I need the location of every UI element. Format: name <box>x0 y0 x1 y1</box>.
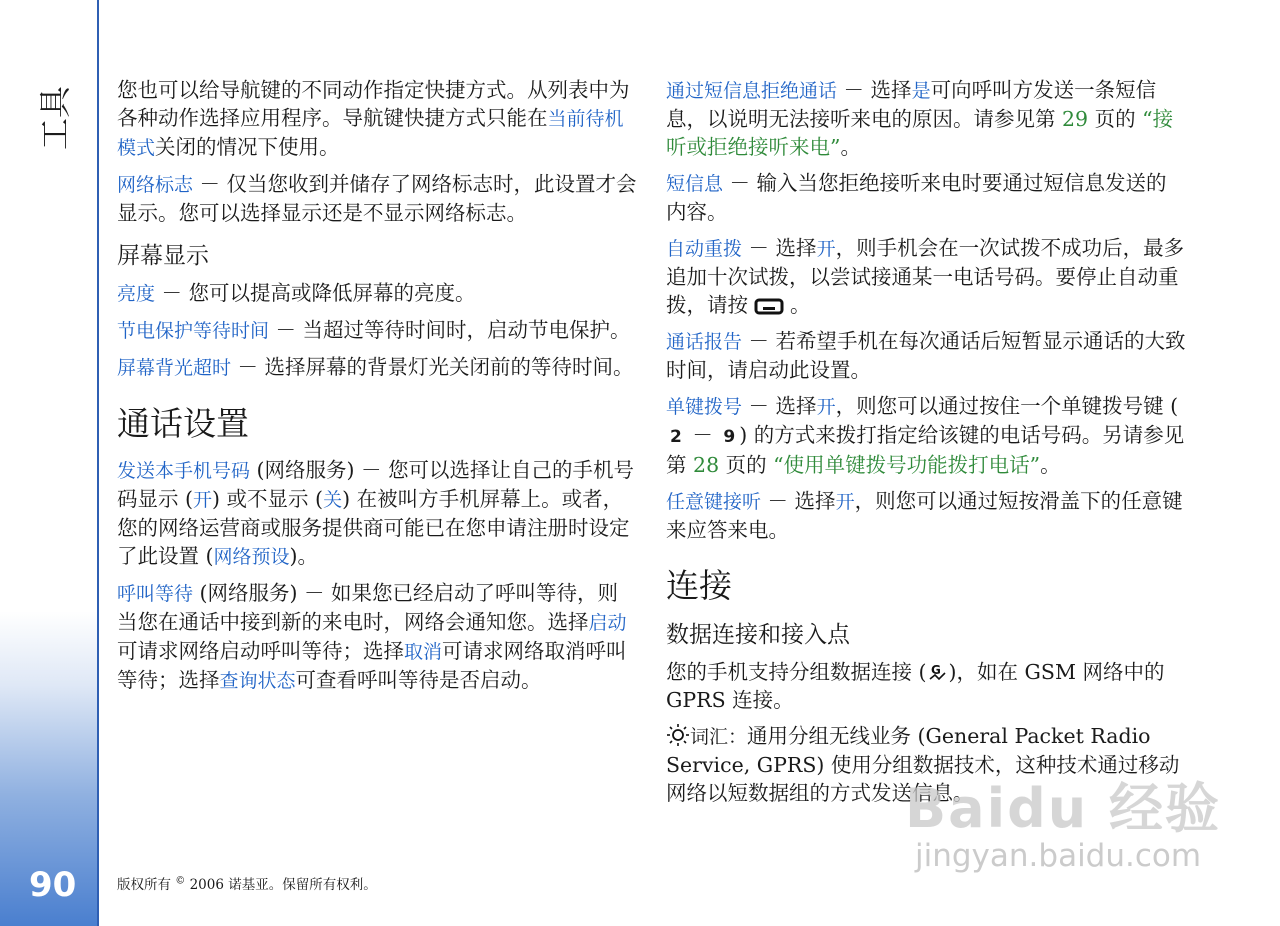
paragraph-network-logo: 网络标志 － 仅当您收到并储存了网络标志时，此设置才会显示。您可以选择显示还是不显示网络标志。 <box>117 172 637 225</box>
copyright-footer: 版权所有 © 2006 诺基亚。保留所有权利。 <box>117 875 377 893</box>
lightbulb-icon <box>666 723 690 747</box>
paragraph-auto-redial: 自动重拨 － 选择开，则手机会在一次试拨不成功后，最多追加十次试拨，以尝试接通某一电话号码。要停止自动重拨，请按 。 <box>666 236 1185 317</box>
paragraph-shortcuts: 您也可以给导航键的不同动作指定快捷方式。从列表中为各种动作选择应用程序。导航键快捷方式只能在当前待机模式关闭的情况下使用。 <box>117 78 630 159</box>
paragraph-send-number: 发送本手机号码 (网络服务) － 您可以选择让自己的手机号码显示 (开) 或不显示 (关) 在被叫方手机屏幕上。或者，您的网络运营商或服务提供商可能已在您申请注册时设定了此设置 (网络预设)。 <box>117 458 635 568</box>
key-2-icon: 2 <box>670 427 682 447</box>
paragraph-glossary: 词汇：通用分组无线业务 (General Packet Radio Service, GPRS) 使用分组数据技术，这种技术通过移动网络以短数据组的方式发送信息。 <box>666 724 1180 805</box>
svg-text:G: G <box>930 663 941 677</box>
key-9-icon: 9 <box>723 427 736 447</box>
watermark-url: jingyan.baidu.com <box>915 838 1202 874</box>
left-column <box>117 76 637 703</box>
heading-data-connections: 数据连接和接入点 <box>666 622 850 648</box>
watermark-logo: Baidu 经验 <box>905 777 1222 840</box>
paragraph-brightness: 亮度 － 您可以提高或降低屏幕的亮度。 <box>117 281 476 305</box>
paragraph-speed-dial: 单键拨号 － 选择开，则您可以通过按住一个单键拨号键 (2 － 9 ) 的方式来拨打指定给该键的电话号码。另请参见第 28 页的 “使用单键拨号功能拨打电话”。 <box>666 394 1185 477</box>
page-number: 90 <box>29 865 77 905</box>
paragraph-backlight: 屏幕背光超时 － 选择屏幕的背景灯光关闭前的等待时间。 <box>117 355 634 379</box>
paragraph-reject-sms: 通过短信息拒绝通话 － 选择是可向呼叫方发送一条短信息，以说明无法接听来电的原因。请参见第 29 页的 “接听或拒绝接听来电”。 <box>666 78 1174 159</box>
paragraph-call-summary: 通话报告 － 若希望手机在每次通话后短暂显示通话的大致时间，请启动此设置。 <box>666 329 1186 382</box>
gprs-icon <box>927 661 949 683</box>
right-column <box>666 76 1186 815</box>
heading-display: 屏幕显示 <box>117 243 209 269</box>
heading-connectivity: 连接 <box>666 566 732 605</box>
paragraph-power-saver: 节电保护等待时间 － 当超过等待时间时，启动节电保护。 <box>117 318 631 342</box>
paragraph-sms-text: 短信息 － 输入当您拒绝接听来电时要通过短信息发送的内容。 <box>666 171 1167 224</box>
end-key-icon <box>754 297 784 315</box>
paragraph-packet-data: 您的手机支持分组数据连接 ( G )，如在 GSM 网络中的 GPRS 连接。 <box>666 660 1165 712</box>
paragraph-call-waiting: 呼叫等待 (网络服务) － 如果您已经启动了呼叫等待，则当您在通话中接到新的来电时，网络会通知您。选择启动可请求网络启动呼叫等待；选择取消可请求网络取消呼叫等待；选择查询状态可查看呼叫等待是否启动。 <box>117 581 627 692</box>
heading-call-settings: 通话设置 <box>117 404 249 443</box>
paragraph-any-key: 任意键接听 － 选择开，则您可以通过短按滑盖下的任意键来应答来电。 <box>666 489 1183 542</box>
page-sidebar <box>0 0 99 926</box>
section-tab: 工具 <box>36 85 74 150</box>
